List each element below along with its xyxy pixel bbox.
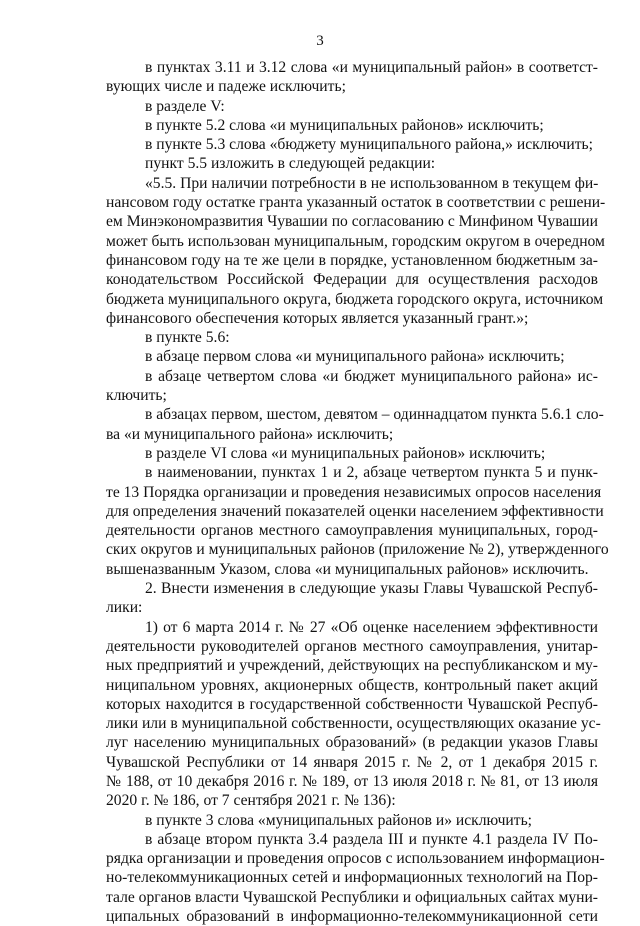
text-line: те 13 Порядка организации и проведения независимых опросов населения xyxy=(106,483,602,501)
text-line: луг населению муниципальных образований» (в редакции указов Главы xyxy=(106,734,598,752)
text-line: 2020 г. № 186, от 7 сентября 2021 г. № 136): xyxy=(106,792,396,810)
document-body xyxy=(106,58,609,926)
text-line: финансовом году на те же цели в порядке, установленном бюджетным за- xyxy=(106,251,598,269)
text-line: в наименовании, пунктах 1 и 2, абзаце четвертом пункта 5 и пунк- xyxy=(145,464,598,482)
text-line: в разделе V: xyxy=(145,97,225,115)
text-line: ниципальном уровнях, акционерных обществ, контрольный пакет акций xyxy=(106,676,598,694)
page-number: 3 xyxy=(316,33,324,49)
text-line: конодательством Российской Федерации для осуществления расходов xyxy=(106,271,598,289)
text-line: ципальных образований в информационно-телекоммуникационной сети xyxy=(106,908,598,926)
text-line: ключить; xyxy=(106,387,167,405)
text-line: для определения значений показателей оценки населением эффективности xyxy=(106,502,604,520)
text-line: ем Минэкономразвития Чувашии по согласованию с Минфином Чувашии xyxy=(106,213,598,231)
text-line: № 188, от 10 декабря 2016 г. № 189, от 13 июля 2018 г. № 81, от 13 июля xyxy=(106,772,598,790)
text-line: вующих числе и падеже исключить; xyxy=(106,78,346,96)
text-line: в пункте 5.3 слова «бюджету муниципального района,» исключить; xyxy=(145,136,593,154)
text-line: в абзаце первом слова «и муниципального района» исключить; xyxy=(145,348,565,366)
text-line: в пункте 5.2 слова «и муниципальных районов» исключить; xyxy=(145,116,544,134)
text-line: ских округов и муниципальных районов (приложение № 2), утвержденного xyxy=(106,541,609,559)
text-line: ва «и муниципального района» исключить; xyxy=(106,425,394,443)
text-line: может быть использован муниципальным, городским округом в очередном xyxy=(106,232,605,250)
text-line: деятельности органов местного самоуправления муниципальных, город- xyxy=(106,522,598,540)
text-line: в пункте 5.6: xyxy=(145,329,230,347)
text-line: 2. Внести изменения в следующие указы Главы Чувашской Респуб- xyxy=(145,580,598,598)
text-line: деятельности руководителей органов местного самоуправления, унитар- xyxy=(106,637,598,655)
text-line: в пункте 3 слова «муниципальных районов и» исключить; xyxy=(145,811,533,829)
text-line: Чувашской Республики от 14 января 2015 г. № 2, от 1 декабря 2015 г. xyxy=(106,753,598,771)
text-line: пункт 5.5 изложить в следующей редакции: xyxy=(145,155,436,173)
text-line: вышеназванным Указом, слова «и муниципальных районов» исключить. xyxy=(106,560,589,578)
text-line: в абзаце четвертом слова «и бюджет муниципального района» ис- xyxy=(145,367,598,385)
text-line: тале органов власти Чувашской Республики и официальных сайтах муни- xyxy=(106,888,598,906)
text-line: «5.5. При наличии потребности в не использованном в текущем фи- xyxy=(145,174,599,192)
text-line: в абзаце втором пункта 3.4 раздела III и пункте 4.1 раздела IV По- xyxy=(145,830,598,848)
text-line: 1) от 6 марта 2014 г. № 27 «Об оценке населением эффективности xyxy=(145,618,598,636)
text-line: но-телекоммуникационных сетей и информационных технологий на Пор- xyxy=(106,869,598,887)
text-line: в абзацах первом, шестом, девятом – одиннадцатом пункта 5.6.1 сло- xyxy=(145,406,604,424)
text-line: лики: xyxy=(106,599,143,617)
text-line: в пунктах 3.11 и 3.12 слова «и муниципальный район» в соответст- xyxy=(145,59,598,76)
text-line: финансового обеспечения которых является указанный грант.»; xyxy=(106,309,529,327)
text-line: бюджета муниципального округа, бюджета городского округа, источником xyxy=(106,290,604,308)
text-line: рядка организации и проведения опросов с использованием информацион- xyxy=(106,850,605,868)
text-line: которых находится в государственной собственности Чувашской Респуб- xyxy=(106,695,598,713)
text-line: нансовом году остатке гранта указанный остаток в соответствии с решени- xyxy=(106,194,606,212)
text-line: ных предприятий и учреждений, действующих на республиканском и му- xyxy=(106,657,598,675)
text-line: лики или в муниципальной собственности, осуществляющих оказание ус- xyxy=(106,715,601,733)
text-line: в разделе VI слова «и муниципальных районов» исключить; xyxy=(145,444,546,462)
